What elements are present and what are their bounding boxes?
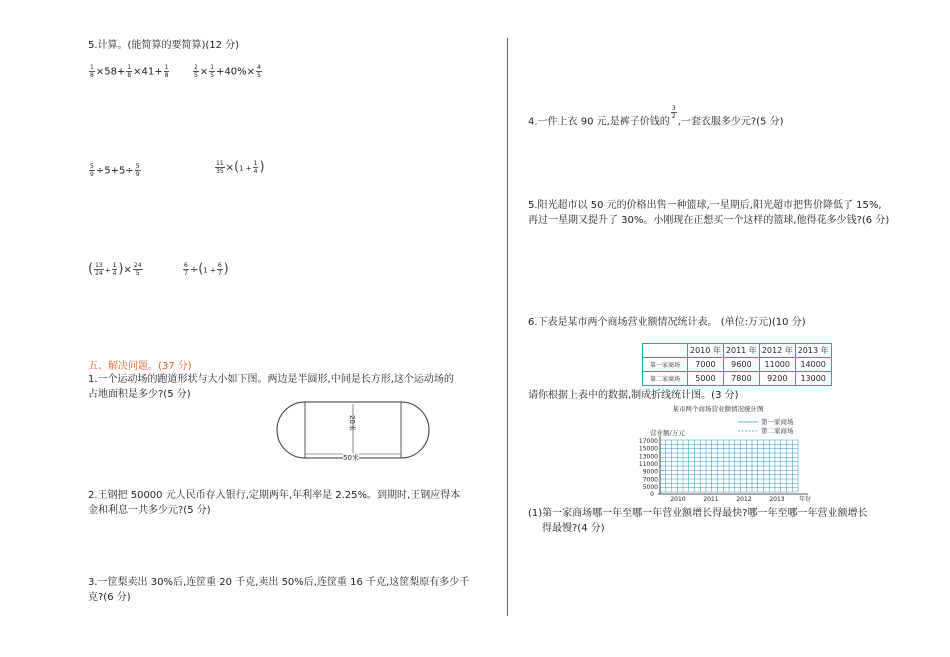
table-cell: 7000 <box>688 358 724 372</box>
chart-y-label: 营业额/万元 <box>650 429 685 437</box>
problem-1-line2: 占地面积是多少?(5 分) <box>88 389 191 400</box>
line-chart <box>620 402 830 504</box>
problem-5-line2: 再过一星期又提升了 30%。小刚现在正想买一个这样的篮球,他得花多少钱?(6 分) <box>528 215 890 226</box>
problem-1-line1: 1.一个运动场的跑道形状与大小如下图。两边是半圆形,中间是长方形,这个运动场的 <box>88 374 454 385</box>
x-tick-label: 2012 <box>736 496 752 503</box>
y-tick-label: 13000 <box>638 453 658 461</box>
fraction: $\frac{11}{35}$ <box>216 160 224 175</box>
problem-2-line1: 2.王钢把 50000 元人民币存入银行,定期两年,年利率是 2.25%。到期时,王钢应得本 <box>88 490 461 501</box>
table-cell: 5000 <box>688 372 724 386</box>
fraction: $\frac{2}{5}$ <box>194 64 198 79</box>
y-tick-label: 0 <box>650 491 654 498</box>
expr-2: $\frac{2}{5}$ × $\frac{1}{5}$ +40%× $\frac{4}{5}$ <box>194 64 261 79</box>
y-tick-label: 9000 <box>642 468 658 476</box>
fraction: $\frac{1}{8}$ <box>127 64 132 79</box>
y-tick-label: 11000 <box>638 461 658 468</box>
problem-6-title: 6.下表是某市两个商场营业额情况统计表。 (单位:万元)(10 分) <box>528 317 806 328</box>
problem-6-q1-line1: (1)第一家商场哪一年至哪一年营业额增长得最快?哪一年至哪一年营业额增长 <box>528 508 868 519</box>
fraction: $\frac{1}{8}$ <box>164 64 169 79</box>
legend-label-2: 第二家商场 <box>761 427 794 435</box>
fraction: $\frac{1}{5}$ <box>210 64 215 79</box>
stats-table <box>642 343 832 386</box>
expr-6: $\frac{6}{7}$ ÷(1 + $\frac{6}{7}$ ) <box>184 261 229 277</box>
problem-2-line2: 金和利息一共多少元?(5 分) <box>88 505 211 516</box>
section-title: 五、解决问题。(37 分) <box>88 361 192 372</box>
table-row-header: 第二家商场 <box>643 372 688 386</box>
q5-title: 5.计算。(能简算的要简算)(12 分) <box>88 40 240 51</box>
problem-3-line2: 克?(6 分) <box>88 592 131 603</box>
table-row <box>643 372 832 386</box>
y-tick-label: 17000 <box>638 438 658 445</box>
table-cell: 13000 <box>795 372 831 386</box>
fraction: $\frac{6}{7}$ <box>217 262 222 277</box>
table-cell: 9200 <box>759 372 795 386</box>
table-cell: 7800 <box>723 372 759 386</box>
fraction: $\frac{1}{4}$ <box>253 160 258 175</box>
expr-5: ( $\frac{13}{24}$ + $\frac{1}{4}$ )× $\frac{24}{5}$ <box>88 261 142 277</box>
problem-6-q1-line2: 得最慢?(4 分) <box>542 523 605 534</box>
chart-title: 某市两个商场营业额情况统计图 <box>672 405 764 413</box>
problem-5-line1: 5.阳光超市以 50 元的价格出售一种篮球,一星期后,阳光超市把售价降低了 15%, <box>528 200 882 211</box>
x-tick-label: 2011 <box>703 496 719 503</box>
legend-label-1: 第一家商场 <box>761 418 794 426</box>
table-header-row <box>643 344 832 358</box>
expr-3: $\frac{5}{9}$ ÷5+5÷ $\frac{5}{9}$ <box>90 163 140 178</box>
table-cell: 11000 <box>759 358 795 372</box>
x-axis-suffix: 年份 <box>799 496 812 503</box>
table-header-cell: 2011 年 <box>723 344 759 358</box>
track-width-label: 50米 <box>343 454 359 462</box>
table-row <box>643 358 832 372</box>
fraction: $\frac{5}{9}$ <box>90 163 94 178</box>
table-header-cell: 2010 年 <box>688 344 724 358</box>
y-tick-label: 5000 <box>642 484 658 491</box>
fraction: $\frac{1}{8}$ <box>90 64 94 79</box>
fraction: $\frac{6}{7}$ <box>184 262 188 277</box>
problem-6-instruction: 请你根据上表中的数据,制成折线统计图。(3 分) <box>528 390 739 401</box>
table-header-cell: 2012 年 <box>759 344 795 358</box>
y-tick-label: 7000 <box>642 476 658 484</box>
x-tick-label: 2010 <box>670 496 686 503</box>
fraction: $\frac{5}{9}$ <box>135 163 140 178</box>
fraction: $\frac{24}{5}$ <box>133 262 142 277</box>
expr-4: $\frac{11}{35}$ ×(1 + $\frac{1}{4}$ ) <box>216 159 265 175</box>
fraction: $\frac{1}{4}$ <box>112 262 117 277</box>
fraction: $\frac{13}{24}$ <box>95 262 103 277</box>
problem-4: 4.一件上衣 90 元,是裤子价钱的 $\frac{3}{2}$ ,一套衣服多少元?(5 分) <box>528 105 784 128</box>
y-tick-label: 15000 <box>638 445 658 453</box>
table-cell: 9600 <box>723 358 759 372</box>
fraction: $\frac{3}{2}$ <box>671 105 676 120</box>
track-height-label: 20米 <box>347 415 356 431</box>
table-header-cell: 2013 年 <box>795 344 831 358</box>
problem-3-line1: 3.一筐梨卖出 30%后,连筐重 20 千克,卖出 50%后,连筐重 16 千克,这筐梨原有多少千 <box>88 577 470 588</box>
table-corner <box>643 344 688 358</box>
fraction: $\frac{4}{5}$ <box>257 64 261 79</box>
column-divider <box>507 38 508 616</box>
table-row-header: 第一家商场 <box>643 358 688 372</box>
expr-1: $\frac{1}{8}$ ×58+ $\frac{1}{8}$ ×41+ $\frac{1}{8}$ <box>90 64 169 79</box>
table-cell: 14000 <box>795 358 831 372</box>
x-tick-label: 2013 <box>769 496 785 503</box>
